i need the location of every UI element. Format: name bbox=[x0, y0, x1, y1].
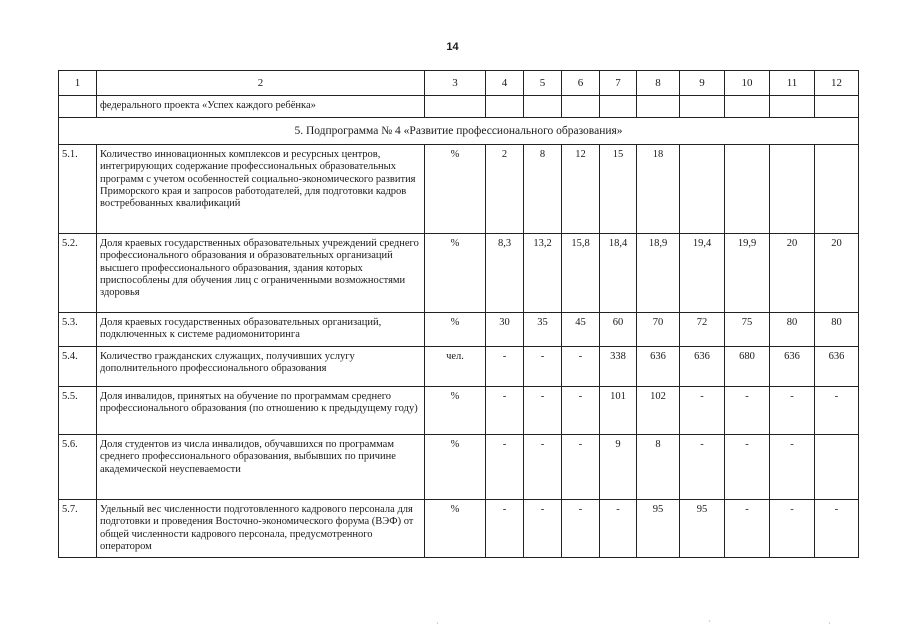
value-cell: - bbox=[600, 500, 637, 558]
value-cell: - bbox=[725, 435, 770, 500]
value-cell: 636 bbox=[637, 347, 680, 387]
table-cell bbox=[59, 96, 97, 118]
continuation-text: федерального проекта «Успех каждого ребёнка» bbox=[97, 96, 425, 118]
value-cell: 680 bbox=[725, 347, 770, 387]
scan-dot: · bbox=[436, 619, 439, 628]
table-cell bbox=[680, 96, 725, 118]
indicator-name: Количество гражданских служащих, получивших услугу дополнительного профессионального образования bbox=[97, 347, 425, 387]
column-header: 6 bbox=[562, 71, 600, 96]
value-cell: 636 bbox=[770, 347, 815, 387]
value-cell: - bbox=[562, 500, 600, 558]
column-header: 9 bbox=[680, 71, 725, 96]
value-cell: 95 bbox=[680, 500, 725, 558]
row-number: 5.7. bbox=[59, 500, 97, 558]
value-cell bbox=[770, 145, 815, 234]
value-cell: 20 bbox=[815, 234, 859, 313]
table-cell bbox=[815, 96, 859, 118]
value-cell: - bbox=[562, 347, 600, 387]
value-cell: 72 bbox=[680, 313, 725, 347]
table-cell bbox=[486, 96, 524, 118]
unit-cell: чел. bbox=[425, 347, 486, 387]
value-cell: - bbox=[524, 500, 562, 558]
value-cell: 80 bbox=[815, 313, 859, 347]
row-number: 5.4. bbox=[59, 347, 97, 387]
value-cell: 95 bbox=[637, 500, 680, 558]
value-cell: - bbox=[725, 500, 770, 558]
table-cell bbox=[770, 96, 815, 118]
value-cell: 102 bbox=[637, 387, 680, 435]
table-cell bbox=[600, 96, 637, 118]
column-header: 10 bbox=[725, 71, 770, 96]
value-cell: 636 bbox=[815, 347, 859, 387]
value-cell bbox=[815, 435, 859, 500]
table-row bbox=[59, 347, 859, 387]
value-cell: 15 bbox=[600, 145, 637, 234]
row-number: 5.2. bbox=[59, 234, 97, 313]
table-row bbox=[59, 500, 859, 558]
column-header: 7 bbox=[600, 71, 637, 96]
indicator-name: Доля студентов из числа инвалидов, обучавшихся по программам среднего профессионального образования, выбывших по причине академической неуспеваемости bbox=[97, 435, 425, 500]
value-cell: - bbox=[524, 435, 562, 500]
value-cell: 2 bbox=[486, 145, 524, 234]
value-cell: 15,8 bbox=[562, 234, 600, 313]
section-title: 5. Подпрограмма № 4 «Развитие профессионального образования» bbox=[59, 118, 859, 145]
table-row bbox=[59, 387, 859, 435]
table-row bbox=[59, 145, 859, 234]
value-cell: - bbox=[486, 435, 524, 500]
value-cell: 9 bbox=[600, 435, 637, 500]
value-cell: 20 bbox=[770, 234, 815, 313]
table-cell bbox=[562, 96, 600, 118]
row-number: 5.1. bbox=[59, 145, 97, 234]
table-cell bbox=[637, 96, 680, 118]
scan-dot: · bbox=[828, 619, 831, 628]
value-cell: - bbox=[562, 435, 600, 500]
value-cell: - bbox=[680, 435, 725, 500]
value-cell: - bbox=[486, 500, 524, 558]
value-cell: - bbox=[815, 500, 859, 558]
value-cell: 60 bbox=[600, 313, 637, 347]
unit-cell: % bbox=[425, 500, 486, 558]
value-cell: 19,4 bbox=[680, 234, 725, 313]
row-number: 5.3. bbox=[59, 313, 97, 347]
column-header: 1 bbox=[59, 71, 97, 96]
column-header: 8 bbox=[637, 71, 680, 96]
value-cell: 35 bbox=[524, 313, 562, 347]
value-cell: 101 bbox=[600, 387, 637, 435]
indicator-name: Доля краевых государственных образовательных учреждений среднего профессионального образования и образовательных организаций высшего профессионального образования, здания которых приспособлены для обучения лиц с ограниченными возможностями здоровья bbox=[97, 234, 425, 313]
value-cell: - bbox=[815, 387, 859, 435]
value-cell: - bbox=[562, 387, 600, 435]
value-cell bbox=[815, 145, 859, 234]
value-cell: 80 bbox=[770, 313, 815, 347]
unit-cell: % bbox=[425, 387, 486, 435]
column-header-row bbox=[59, 71, 859, 96]
scan-dot: · bbox=[708, 617, 711, 626]
value-cell: 45 bbox=[562, 313, 600, 347]
column-header: 4 bbox=[486, 71, 524, 96]
value-cell: 19,9 bbox=[725, 234, 770, 313]
table-cell bbox=[425, 96, 486, 118]
unit-cell: % bbox=[425, 435, 486, 500]
row-number: 5.6. bbox=[59, 435, 97, 500]
value-cell: - bbox=[524, 347, 562, 387]
value-cell: 12 bbox=[562, 145, 600, 234]
table-row bbox=[59, 234, 859, 313]
value-cell bbox=[680, 145, 725, 234]
column-header: 3 bbox=[425, 71, 486, 96]
page-number: 14 bbox=[446, 41, 459, 53]
value-cell: 636 bbox=[680, 347, 725, 387]
indicator-name: Доля инвалидов, принятых на обучение по программам среднего профессионального образования (по отношению к предыдущему году) bbox=[97, 387, 425, 435]
table-cell bbox=[524, 96, 562, 118]
unit-cell: % bbox=[425, 234, 486, 313]
value-cell: - bbox=[680, 387, 725, 435]
value-cell: 8,3 bbox=[486, 234, 524, 313]
row-number: 5.5. bbox=[59, 387, 97, 435]
table-body bbox=[59, 71, 859, 558]
value-cell bbox=[725, 145, 770, 234]
value-cell: - bbox=[770, 500, 815, 558]
value-cell: - bbox=[770, 387, 815, 435]
indicator-name: Доля краевых государственных образовательных организаций, подключенных к системе радиомониторинга bbox=[97, 313, 425, 347]
indicator-name: Количество инновационных комплексов и ресурсных центров, интегрирующих содержание профессиональных образовательных программ с учетом особенностей социально-экономического развития Приморского края и запросов работодателей, для подготовки кадров востребованных квалификаций bbox=[97, 145, 425, 234]
value-cell: 8 bbox=[637, 435, 680, 500]
value-cell: 8 bbox=[524, 145, 562, 234]
value-cell: 18,4 bbox=[600, 234, 637, 313]
unit-cell: % bbox=[425, 313, 486, 347]
value-cell: 18,9 bbox=[637, 234, 680, 313]
value-cell: 75 bbox=[725, 313, 770, 347]
column-header: 5 bbox=[524, 71, 562, 96]
indicators-table bbox=[58, 70, 859, 558]
value-cell: - bbox=[486, 387, 524, 435]
column-header: 12 bbox=[815, 71, 859, 96]
table-cell bbox=[725, 96, 770, 118]
section-title-row bbox=[59, 118, 859, 145]
value-cell: - bbox=[770, 435, 815, 500]
value-cell: 70 bbox=[637, 313, 680, 347]
unit-cell: % bbox=[425, 145, 486, 234]
value-cell: 13,2 bbox=[524, 234, 562, 313]
value-cell: 18 bbox=[637, 145, 680, 234]
value-cell: 338 bbox=[600, 347, 637, 387]
value-cell: 30 bbox=[486, 313, 524, 347]
value-cell: - bbox=[725, 387, 770, 435]
value-cell: - bbox=[524, 387, 562, 435]
continuation-row bbox=[59, 96, 859, 118]
table-row bbox=[59, 313, 859, 347]
table-row bbox=[59, 435, 859, 500]
column-header: 11 bbox=[770, 71, 815, 96]
value-cell: - bbox=[486, 347, 524, 387]
indicator-name: Удельный вес численности подготовленного кадрового персонала для подготовки и проведения Восточно-экономического форума (ВЭФ) от общей численности кадрового персонала, предусмотренного оператором bbox=[97, 500, 425, 558]
column-header: 2 bbox=[97, 71, 425, 96]
